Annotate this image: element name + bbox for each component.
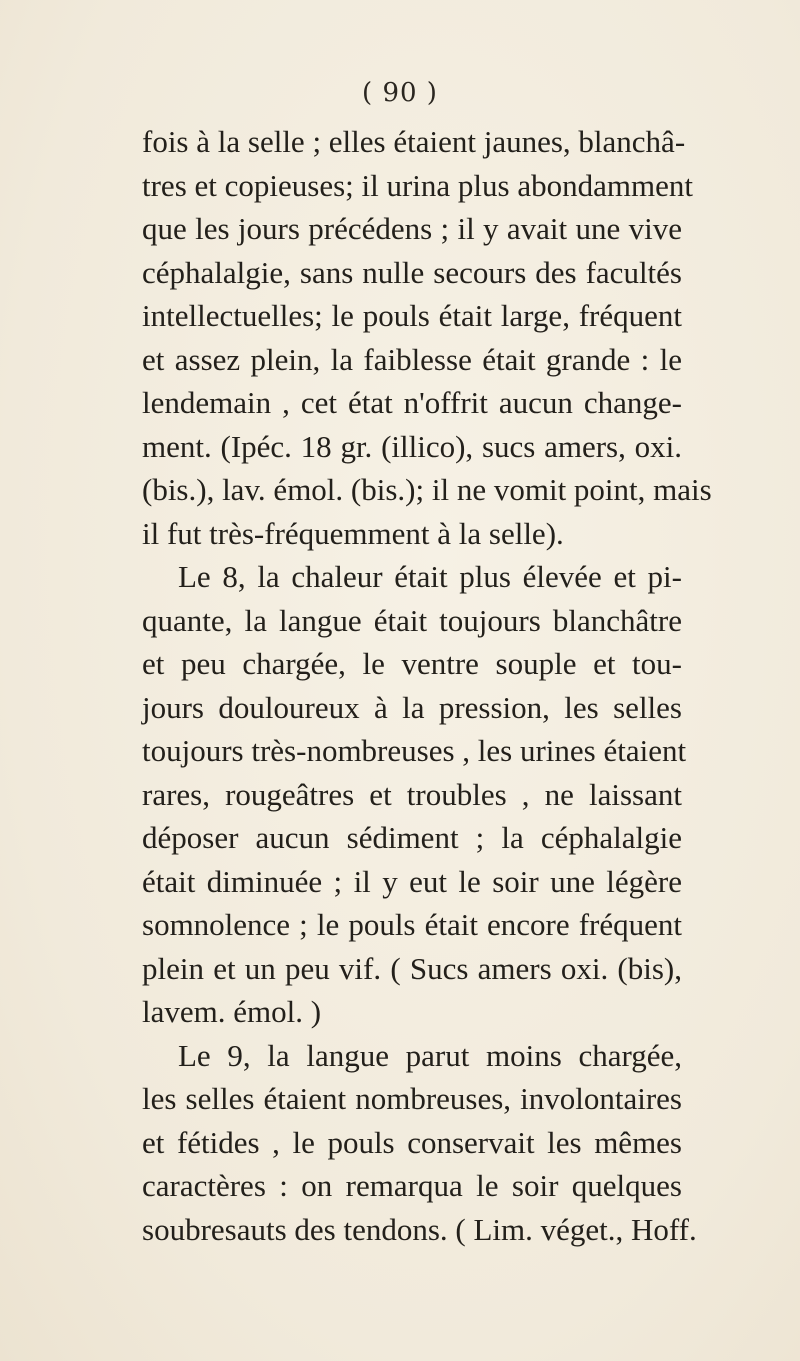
text-line: il fut très-fréquemment à la selle). bbox=[142, 515, 564, 551]
text-line: déposer aucun sédiment ; la céphalalgie bbox=[142, 820, 682, 855]
text-line: quante, la langue était toujours blanchâtre bbox=[142, 602, 682, 638]
text-line: que les jours précédens ; il y avait une vive bbox=[142, 211, 682, 246]
text-line: ment. (Ipéc. 18 gr. (illico), sucs amers, oxi. bbox=[142, 428, 682, 464]
text-line: était diminuée ; il y eut le soir une légère bbox=[142, 863, 682, 899]
text-line: et peu chargée, le ventre souple et tou- bbox=[142, 646, 682, 681]
text-line: jours douloureux à la pression, les selles bbox=[142, 689, 682, 725]
text-line: (bis.), lav. émol. (bis.); il ne vomit point, mais bbox=[142, 472, 712, 507]
text-line: lendemain , cet état n'offrit aucun change- bbox=[142, 385, 682, 420]
text-line: fois à la selle ; elles étaient jaunes, blanchâ- bbox=[142, 124, 686, 159]
text-line: et fétides , le pouls conservait les mêmes bbox=[142, 1124, 682, 1160]
text-line: Le 8, la chaleur était plus élevée et pi- bbox=[178, 559, 682, 594]
text-line: Le 9, la langue parut moins chargée, bbox=[178, 1037, 682, 1073]
text-line: tres et copieuses; il urina plus abondamment bbox=[142, 167, 693, 203]
text-line: rares, rougeâtres et troubles , ne laissant bbox=[142, 776, 682, 812]
text-line: intellectuelles; le pouls était large, fréquent bbox=[142, 298, 682, 333]
text-line: somnolence ; le pouls était encore fréquent bbox=[142, 907, 682, 942]
text-line: et assez plein, la faiblesse était grande : le bbox=[142, 341, 682, 377]
page-number: ( 90 ) bbox=[362, 78, 438, 108]
text-line: soubresauts des tendons. ( Lim. véget., Hoff. bbox=[142, 1211, 697, 1247]
text-line: céphalalgie, sans nulle secours des facultés bbox=[142, 254, 682, 290]
text-line: caractères : on remarqua le soir quelques bbox=[142, 1168, 682, 1203]
text-line: toujours très-nombreuses , les urines étaient bbox=[142, 733, 687, 768]
body-text bbox=[142, 120, 712, 1251]
text-line: les selles étaient nombreuses, involontaires bbox=[142, 1081, 682, 1116]
text-line: plein et un peu vif. ( Sucs amers oxi. (bis), bbox=[142, 950, 682, 986]
text-line: lavem. émol. ) bbox=[142, 994, 322, 1029]
